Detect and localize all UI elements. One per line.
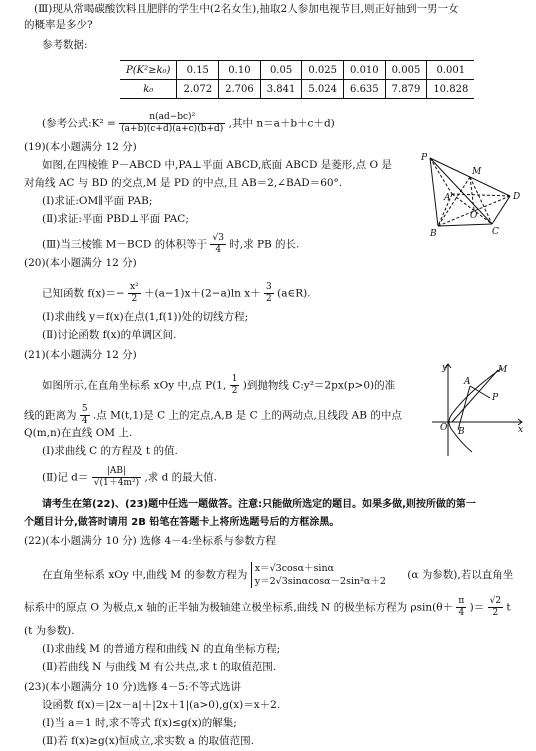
table-cell: k₀ bbox=[120, 80, 177, 99]
q19-part2: (Ⅱ)求证:平面 PBD⊥平面 PAC; bbox=[42, 213, 189, 225]
label-y: y bbox=[442, 363, 448, 373]
elective-notice-line1: 请考生在第(22)、(23)题中任选一题做答。注意:只能做所选定的题目。如果多做,则按所做的第一 bbox=[42, 499, 476, 510]
q23-stem: 设函数 f(x)＝|2x－a|＋|2x＋1|(a>0),g(x)＝x＋2. bbox=[42, 699, 281, 711]
q21-part2-text-end: ,求 d 的最大值. bbox=[144, 471, 218, 484]
table-cell: 0.025 bbox=[302, 61, 344, 80]
formula-fraction bbox=[119, 112, 225, 135]
q22-heading: (22)(本小题满分 10 分) 选修 4－4:坐标系与参数方程 bbox=[24, 535, 276, 547]
q22-part2: (Ⅱ)若曲线 N 与曲线 M 有公共点,求 t 的取值范围. bbox=[42, 661, 277, 673]
parametric-eq-x: x＝√3cosα＋sinα bbox=[254, 563, 334, 574]
q22-stem-text-end: (α 为参数),若以直角坐 bbox=[407, 569, 514, 581]
fraction-denominator: 2 bbox=[131, 294, 138, 304]
q21-part2-text: (Ⅱ)记 d＝ bbox=[42, 471, 89, 484]
q20-stem bbox=[42, 282, 311, 305]
formula-numerator: n(ad−bc)² bbox=[119, 112, 225, 124]
reference-table bbox=[120, 60, 474, 99]
q21-stem-text: 线的距离为 bbox=[24, 409, 77, 422]
label-P: P bbox=[492, 393, 499, 403]
q23-heading: (23)(本小题满分 10 分)选修 4－5:不等式选讲 bbox=[24, 681, 242, 693]
q20-fraction-2 bbox=[264, 282, 274, 305]
label-A: A bbox=[444, 193, 451, 203]
reference-table-value-row bbox=[120, 80, 474, 99]
fraction-numerator: x² bbox=[129, 282, 139, 292]
q22-fraction-1 bbox=[456, 596, 466, 619]
q22-stem-text-mid: )＝ bbox=[469, 601, 485, 614]
q18-formula bbox=[42, 112, 335, 135]
formula-denominator: (a+b)(c+d)(a+c)(b+d) bbox=[121, 124, 224, 134]
q18-part3-line1: (Ⅲ)现从常喝碳酸饮料且肥胖的学生中(2名女生),抽取2人参加电视节目,则正好抽到一男一女 bbox=[34, 3, 459, 15]
q19-stem-line2: 对角线 AC 与 BD 的交点,M 是 PD 的中点,且 AB＝2,∠BAD＝60°. bbox=[24, 177, 343, 189]
fraction-denominator: 2 bbox=[492, 608, 499, 618]
reference-table-header-row bbox=[120, 61, 474, 80]
label-O: O bbox=[470, 211, 478, 221]
q21-stem-line2 bbox=[24, 404, 402, 427]
table-cell: 10.828 bbox=[427, 80, 475, 99]
q22-stem-line3: (t 为参数). bbox=[24, 625, 75, 637]
q21-part2 bbox=[42, 466, 217, 489]
label-P: P bbox=[421, 153, 428, 163]
q23-part2: (Ⅱ)若 f(x)≥g(x)恒成立,求实数 a 的取值范围. bbox=[42, 735, 254, 747]
label-O: O bbox=[440, 423, 448, 433]
table-cell: 0.005 bbox=[385, 61, 427, 80]
table-cell: 3.841 bbox=[260, 80, 302, 99]
table-cell: 2.706 bbox=[219, 80, 261, 99]
q22-part1: (Ⅰ)求曲线 M 的普通方程和曲线 N 的直角坐标方程; bbox=[42, 643, 281, 655]
q22-stem-text: 在直角坐标系 xOy 中,曲线 M 的参数方程为 bbox=[42, 569, 248, 581]
fraction-denominator: 4 bbox=[215, 245, 222, 255]
q20-part1: (Ⅰ)求曲线 y＝f(x)在点(1,f(1))处的切线方程; bbox=[42, 311, 249, 323]
q19-part1: (Ⅰ)求证:OM∥平面 PAB; bbox=[42, 195, 153, 207]
parametric-eq-y: y＝2√3sinαcosα－2sin²α＋2 bbox=[254, 576, 386, 587]
q22-stem-text: 标系中的原点 O 为极点,x 轴的正半轴为极轴建立极坐标系,曲线 N 的极坐标方程为 ρsin(θ＋ bbox=[24, 601, 454, 614]
label-B: B bbox=[430, 229, 437, 239]
fraction-numerator: 5 bbox=[81, 404, 88, 414]
elective-notice-line2: 个题目计分,做答时请用 2B 铅笔在答题卡上将所选题号后的方框涂黑。 bbox=[24, 517, 340, 528]
label-M: M bbox=[472, 167, 482, 177]
pyramid-figure bbox=[416, 152, 526, 240]
q21-stem-line3: Q(m,n)在直线 OM 上. bbox=[24, 427, 133, 439]
table-cell: 0.05 bbox=[260, 61, 302, 80]
q18-ref-label: 参考数据: bbox=[42, 39, 88, 51]
label-B: B bbox=[458, 427, 465, 437]
table-cell: 0.001 bbox=[427, 61, 475, 80]
label-C: C bbox=[492, 227, 499, 237]
q22-stem-text-end: t bbox=[506, 601, 511, 614]
fraction-numerator: √3 bbox=[212, 233, 224, 243]
table-cell: 5.024 bbox=[302, 80, 344, 99]
q19-part3-fraction bbox=[210, 233, 225, 256]
q21-stem-line1 bbox=[42, 374, 395, 397]
table-cell: P(K²≥k₀) bbox=[120, 61, 177, 80]
q22-fraction-2 bbox=[488, 596, 503, 619]
q21-stem-text-end: )到抛物线 C:y²＝2px(p>0)的准 bbox=[242, 379, 396, 392]
table-cell: 0.15 bbox=[177, 61, 219, 80]
q20-fraction-1 bbox=[128, 282, 141, 305]
fraction-numerator: 1 bbox=[231, 374, 238, 384]
fraction-denominator: 2 bbox=[266, 294, 272, 304]
q19-part3 bbox=[42, 233, 299, 256]
fraction-numerator: |AB| bbox=[92, 466, 141, 478]
q20-stem-text: 已知函数 f(x)＝− bbox=[42, 287, 125, 300]
fraction-denominator: 2 bbox=[231, 386, 238, 396]
q22-stem-line2 bbox=[24, 596, 511, 619]
q21-heading: (21)(本小题满分 12 分) bbox=[24, 349, 137, 361]
label-x: x bbox=[518, 425, 524, 435]
q22-stem-line1 bbox=[42, 562, 513, 588]
formula-prefix: (参考公式:K² = bbox=[42, 117, 116, 130]
q21-stem-text: 如图所示,在直角坐标系 xOy 中,点 P(1, bbox=[42, 379, 227, 392]
label-D: D bbox=[513, 192, 521, 202]
table-cell: 0.10 bbox=[219, 61, 261, 80]
q19-part3-text-end: 时,求 PB 的长. bbox=[229, 238, 300, 251]
fraction-numerator: π bbox=[458, 596, 465, 606]
q21-part2-fraction bbox=[92, 466, 141, 489]
parametric-system bbox=[251, 562, 386, 588]
q23-part1: (Ⅰ)当 a＝1 时,求不等式 f(x)≤g(x)的解集; bbox=[42, 717, 237, 729]
table-cell: 2.072 bbox=[177, 80, 219, 99]
q21-stem-text-end: .点 M(t,1)是 C 上的定点,A,B 是 C 上的两动点,且线段 AB 的中点 bbox=[92, 409, 402, 422]
q20-stem-text-end: (a∈R). bbox=[277, 287, 311, 300]
q20-part2: (Ⅱ)讨论函数 f(x)的单调区间. bbox=[42, 329, 177, 341]
table-cell: 6.635 bbox=[344, 80, 386, 99]
q21-fraction-2 bbox=[80, 404, 90, 427]
table-cell: 0.010 bbox=[344, 61, 386, 80]
q21-part1: (Ⅰ)求曲线 C 的方程及 t 的值. bbox=[42, 445, 178, 457]
fraction-denominator: √(1＋4m²) bbox=[93, 478, 140, 488]
q19-heading: (19)(本小题满分 12 分) bbox=[24, 141, 137, 153]
table-cell: 7.879 bbox=[385, 80, 427, 99]
fraction-numerator: √2 bbox=[489, 596, 502, 606]
q18-part3-line2: 的概率是多少? bbox=[24, 19, 93, 31]
q19-stem-line1: 如图,在四棱锥 P－ABCD 中,PA⊥平面 ABCD,底面 ABCD 是菱形,点 O 是 bbox=[42, 159, 392, 171]
fraction-numerator: 3 bbox=[266, 282, 272, 292]
q20-heading: (20)(本小题满分 12 分) bbox=[24, 257, 137, 269]
label-A: A bbox=[464, 377, 471, 387]
fraction-denominator: 4 bbox=[81, 416, 88, 426]
q21-fraction-1 bbox=[230, 374, 240, 397]
q19-part3-text: (Ⅲ)当三棱锥 M－BCD 的体积等于 bbox=[42, 238, 208, 251]
formula-suffix: ,其中 n＝a＋b＋c＋d) bbox=[228, 117, 335, 130]
parabola-figure bbox=[428, 362, 528, 458]
q20-stem-text-mid: ＋(a−1)x＋(2−a)ln x＋ bbox=[144, 287, 261, 300]
label-M: M bbox=[498, 365, 508, 375]
fraction-denominator: 4 bbox=[458, 608, 465, 618]
